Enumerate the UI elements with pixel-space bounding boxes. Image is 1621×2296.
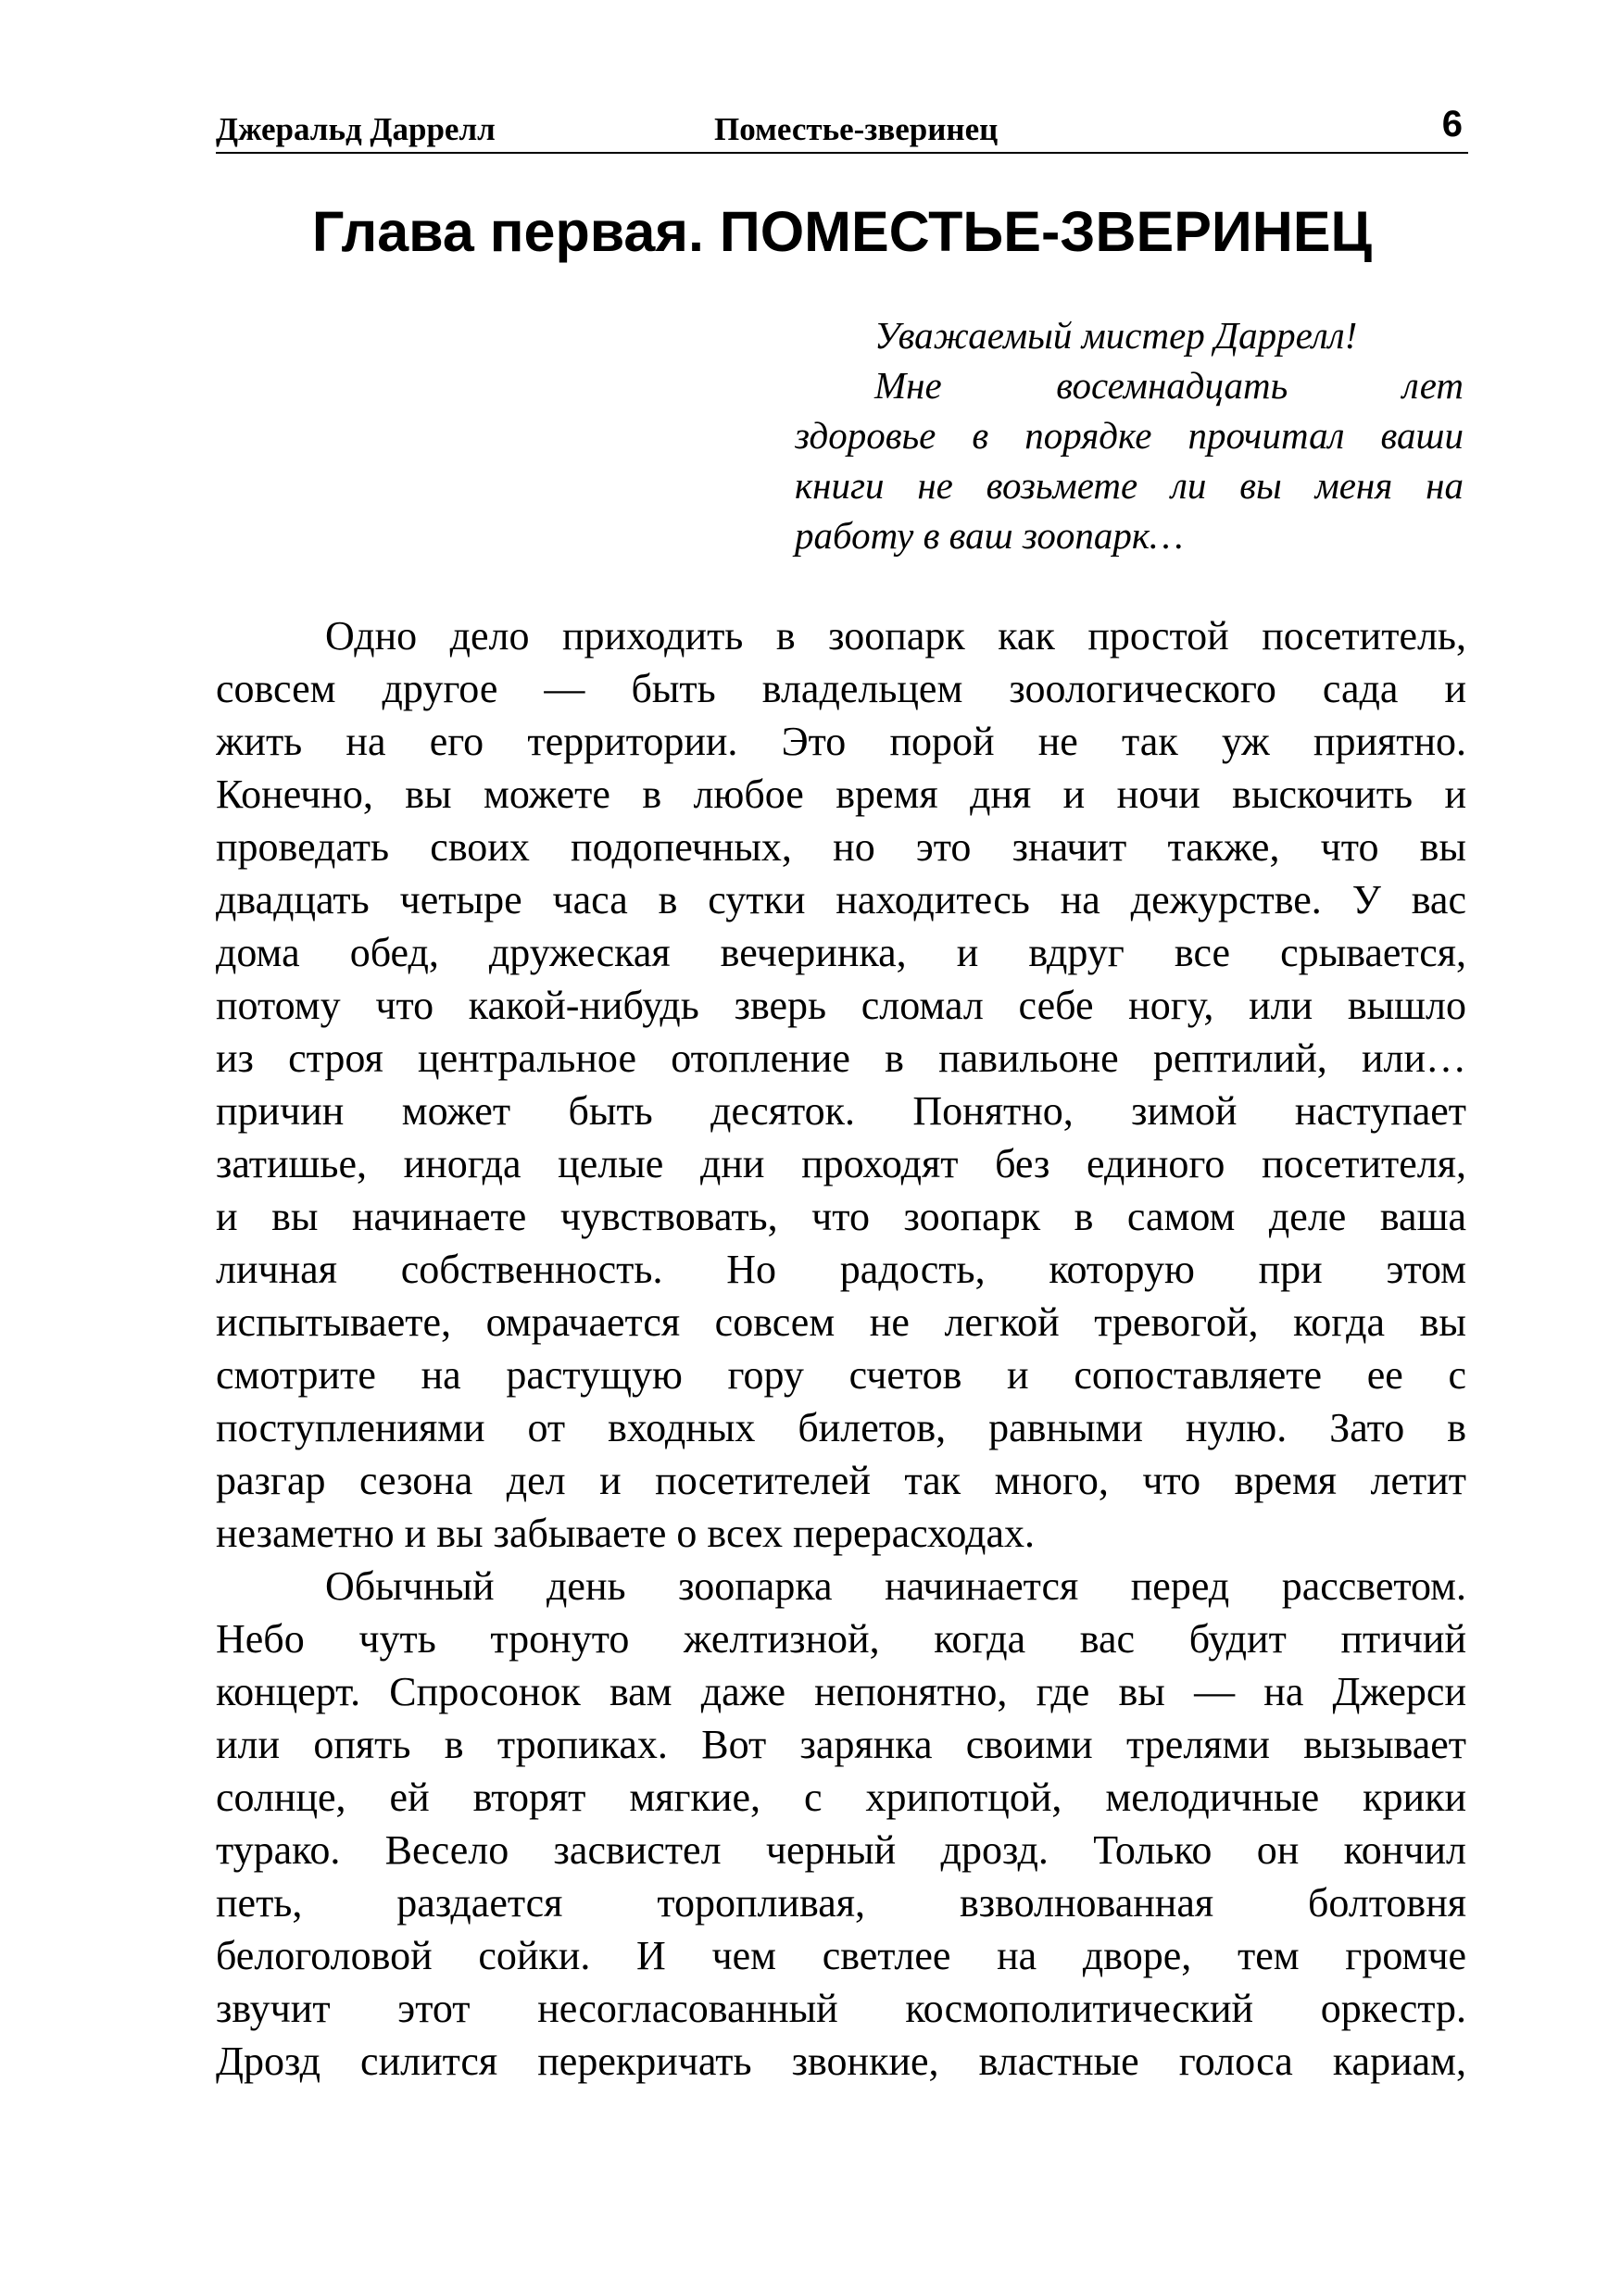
epigraph-line: Мне восемнадцать лет (874, 364, 1464, 407)
text-line: проведать своих подопечных, но это значит также, что вы (216, 824, 1466, 870)
header-rule (216, 152, 1468, 154)
text-line: смотрите на растущую гору счетов и сопоставляете ее с (216, 1352, 1466, 1398)
paragraph-1 (216, 609, 1466, 1560)
header-author: Джеральд Даррелл (216, 111, 496, 147)
header-book-title: Поместье-зверинец (714, 111, 999, 147)
text-line: незаметно и вы забываете о всех перерасходах. (216, 1511, 1036, 1556)
paragraph-2 (216, 1560, 1466, 2088)
text-line: турако. Весело засвистел черный дрозд. Только он кончил (216, 1827, 1466, 1873)
epigraph-line: работу в ваш зоопарк… (795, 514, 1184, 557)
text-line: затишье, иногда целые дни проходят без единого посетителя, (216, 1141, 1466, 1186)
page-number: 6 (1441, 104, 1463, 144)
running-header (216, 104, 1468, 152)
text-line: или опять в тропиках. Вот зарянка своими трелями вызывает (216, 1722, 1466, 1767)
text-line: двадцать четыре часа в сутки находитесь на дежурстве. У вас (216, 877, 1466, 922)
epigraph (795, 310, 1464, 560)
text-line: совсем другое — быть владельцем зоологического сада и (216, 666, 1466, 711)
text-line: Конечно, вы можете в любое время дня и ночи выскочить и (216, 772, 1466, 817)
text-line: петь, раздается торопливая, взволнованная болтовня (216, 1880, 1466, 1926)
text-line: личная собственность. Но радость, которую при этом (216, 1247, 1466, 1292)
epigraph-line: Уважаемый мистер Даррелл! (874, 314, 1358, 357)
text-line: дома обед, дружеская вечеринка, и вдруг все срывается, (216, 930, 1466, 975)
text-line: поступлениями от входных билетов, равными нулю. Зато в (216, 1405, 1466, 1450)
text-line: Одно дело приходить в зоопарк как простой посетитель, (325, 613, 1466, 659)
text-line: и вы начинаете чувствовать, что зоопарк в самом деле ваша (216, 1194, 1466, 1239)
text-line: из строя центральное отопление в павильоне рептилий, или… (216, 1035, 1466, 1081)
text-line: Обычный день зоопарка начинается перед рассветом. (325, 1563, 1466, 1609)
epigraph-line: здоровье в порядке прочитал ваши (795, 414, 1464, 457)
text-line: Дрозд силится перекричать звонкие, властные голоса кариам, (216, 2039, 1466, 2084)
body-text (216, 609, 1466, 2088)
text-line: Небо чуть тронуто желтизной, когда вас будит птичий (216, 1616, 1466, 1662)
text-line: солнце, ей вторят мягкие, с хрипотцой, мелодичные крики (216, 1775, 1466, 1820)
text-line: белоголовой сойки. И чем светлее на дворе, тем громче (216, 1933, 1466, 1978)
text-line: причин может быть десяток. Понятно, зимой наступает (216, 1088, 1466, 1134)
text-line: жить на его территории. Это порой не так уж приятно. (216, 719, 1466, 764)
epigraph-line: книги не возьмете ли вы меня на (795, 464, 1464, 507)
text-line: концерт. Спросонок вам даже непонятно, где вы — на Джерси (216, 1669, 1466, 1714)
text-line: потому что какой-нибудь зверь сломал себе ногу, или вышло (216, 983, 1466, 1028)
chapter-title: Глава первая. ПОМЕСТЬЕ-ЗВЕРИНЕЦ (311, 200, 1373, 263)
text-line: испытываете, омрачается совсем не легкой тревогой, когда вы (216, 1299, 1466, 1345)
text-line: разгар сезона дел и посетителей так много, что время летит (216, 1458, 1466, 1503)
text-line: звучит этот несогласованный космополитический оркестр. (216, 1986, 1466, 2031)
